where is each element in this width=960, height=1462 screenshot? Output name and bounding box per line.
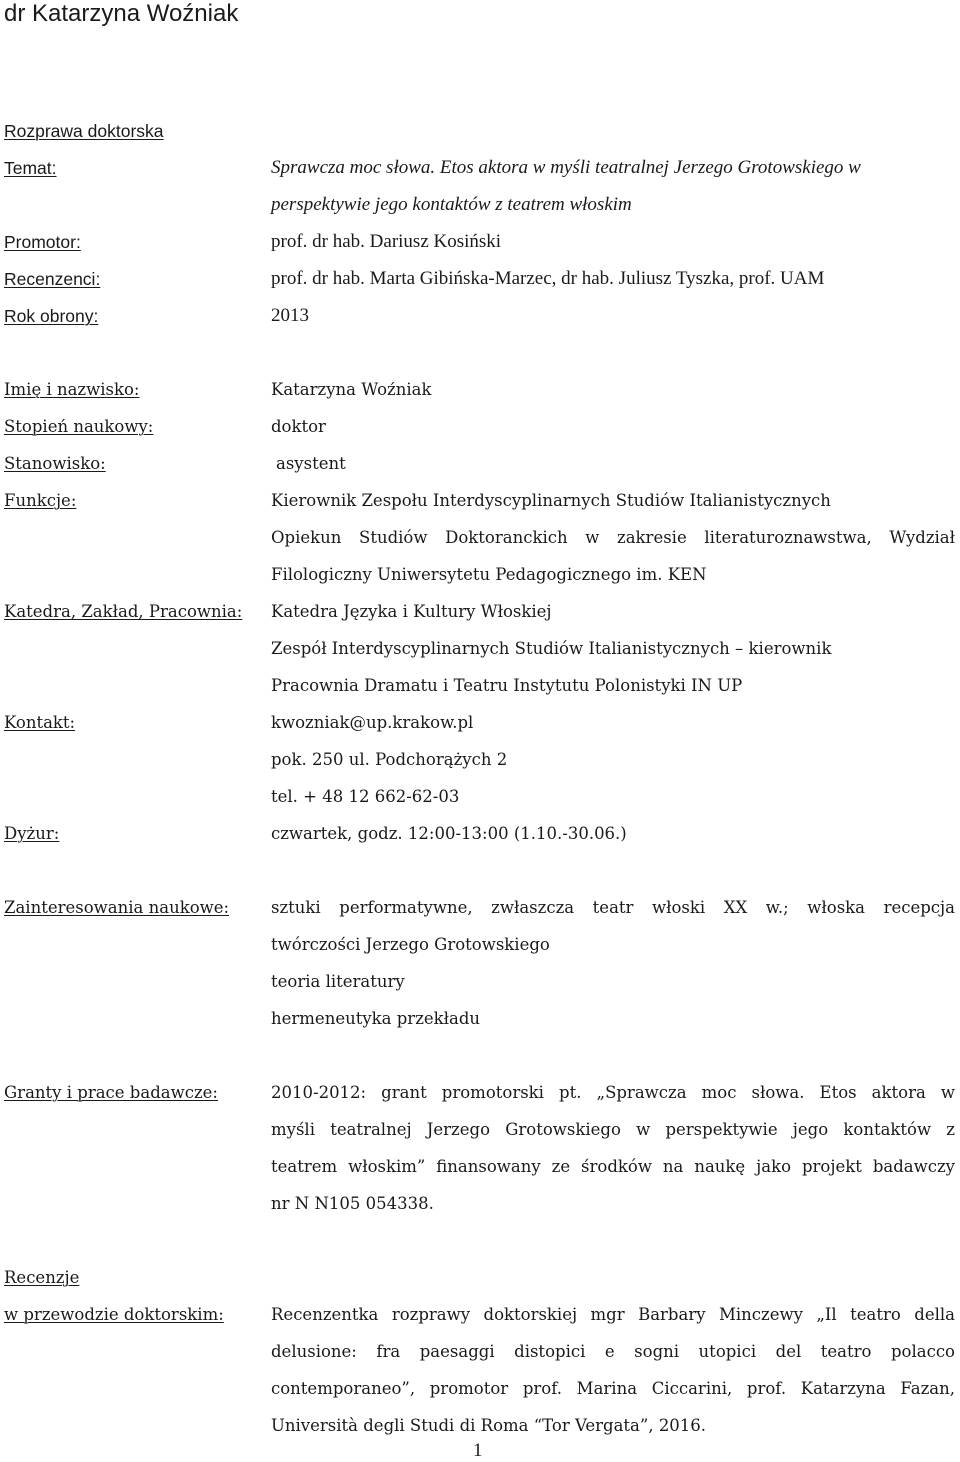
topic-line-2: perspektywie jego kontaktów z teatrem włoskim	[271, 194, 632, 215]
phone-number: tel. + 48 12 662-62-03	[271, 787, 460, 806]
reviews-line-1: Recenzentka rozprawy doktorskiej mgr Barbary Minczewy „Il teatro della	[271, 1305, 955, 1324]
reviews-label-1: Recenzje	[4, 1268, 80, 1287]
interests-line-4: hermeneutyka przekładu	[271, 1009, 481, 1028]
function-1: Kierownik Zespołu Interdyscyplinarnych Studiów Italianistycznych	[271, 491, 831, 510]
duty-label: Dyżur:	[4, 824, 60, 843]
topic-label: Temat:	[4, 158, 57, 178]
function-2-line-1: Opiekun Studiów Doktoranckich w zakresie literaturoznawstwa, Wydział	[271, 528, 955, 547]
position-label: Stanowisko:	[4, 454, 106, 473]
contact-label: Kontakt:	[4, 713, 76, 732]
name-label: Imię i nazwisko:	[4, 380, 140, 399]
name-value: Katarzyna Woźniak	[271, 380, 432, 399]
function-2-line-2: Filologiczny Uniwersytetu Pedagogicznego im. KEN	[271, 565, 707, 584]
page-number: 1	[473, 1440, 483, 1461]
reviews-line-2: delusione: fra paesaggi distopici e sogni utopici del teatro polacco	[271, 1342, 955, 1361]
units-label: Katedra, Zakład, Pracownia:	[4, 602, 243, 621]
promotor-value: prof. dr hab. Dariusz Kosiński	[271, 231, 502, 252]
position-value: asystent	[276, 454, 346, 473]
topic-line-1: Sprawcza moc słowa. Etos aktora w myśli teatralnej Jerzego Grotowskiego w	[271, 157, 861, 178]
defense-year-label: Rok obrony:	[4, 306, 99, 326]
promotor-label: Promotor:	[4, 232, 81, 252]
page-title: dr Katarzyna Woźniak	[4, 0, 239, 27]
reviewers-value: prof. dr hab. Marta Gibińska-Marzec, dr hab. Juliusz Tyszka, prof. UAM	[271, 268, 825, 289]
grants-line-3: teatrem włoskim” finansowany ze środków na naukę jako projekt badawczy	[271, 1157, 955, 1176]
reviews-line-4: Università degli Studi di Roma “Tor Vergata”, 2016.	[271, 1416, 707, 1435]
functions-label: Funkcje:	[4, 491, 77, 510]
degree-value: doktor	[271, 417, 326, 436]
unit-3: Pracownia Dramatu i Teatru Instytutu Polonistyki IN UP	[271, 676, 743, 695]
room-address: pok. 250 ul. Podchorążych 2	[271, 750, 508, 769]
grants-label: Granty i prace badawcze:	[4, 1083, 218, 1102]
grants-line-1: 2010-2012: grant promotorski pt. „Sprawcza moc słowa. Etos aktora w	[271, 1083, 955, 1102]
reviews-label-2: w przewodzie doktorskim:	[4, 1305, 224, 1324]
interests-line-3: teoria literatury	[271, 972, 405, 991]
defense-year-value: 2013	[271, 305, 309, 326]
interests-label: Zainteresowania naukowe:	[4, 898, 230, 917]
unit-2: Zespół Interdyscyplinarnych Studiów Italianistycznych – kierownik	[271, 639, 832, 658]
grants-line-2: myśli teatralnej Jerzego Grotowskiego w perspektywie jego kontaktów z	[271, 1120, 955, 1139]
grants-line-4: nr N N105 054338.	[271, 1194, 434, 1213]
duty-hours: czwartek, godz. 12:00-13:00 (1.10.-30.06.)	[271, 824, 627, 843]
dissertation-heading: Rozprawa doktorska	[4, 121, 164, 141]
interests-line-2: twórczości Jerzego Grotowskiego	[271, 935, 550, 954]
email-address[interactable]: kwozniak@up.krakow.pl	[271, 713, 474, 732]
reviews-line-3: contemporaneo”, promotor prof. Marina Ciccarini, prof. Katarzyna Fazan,	[271, 1379, 955, 1398]
degree-label: Stopień naukowy:	[4, 417, 154, 436]
unit-1: Katedra Języka i Kultury Włoskiej	[271, 602, 552, 621]
reviewers-label: Recenzenci:	[4, 269, 101, 289]
interests-line-1: sztuki performatywne, zwłaszcza teatr włoski XX w.; włoska recepcja	[271, 898, 955, 917]
